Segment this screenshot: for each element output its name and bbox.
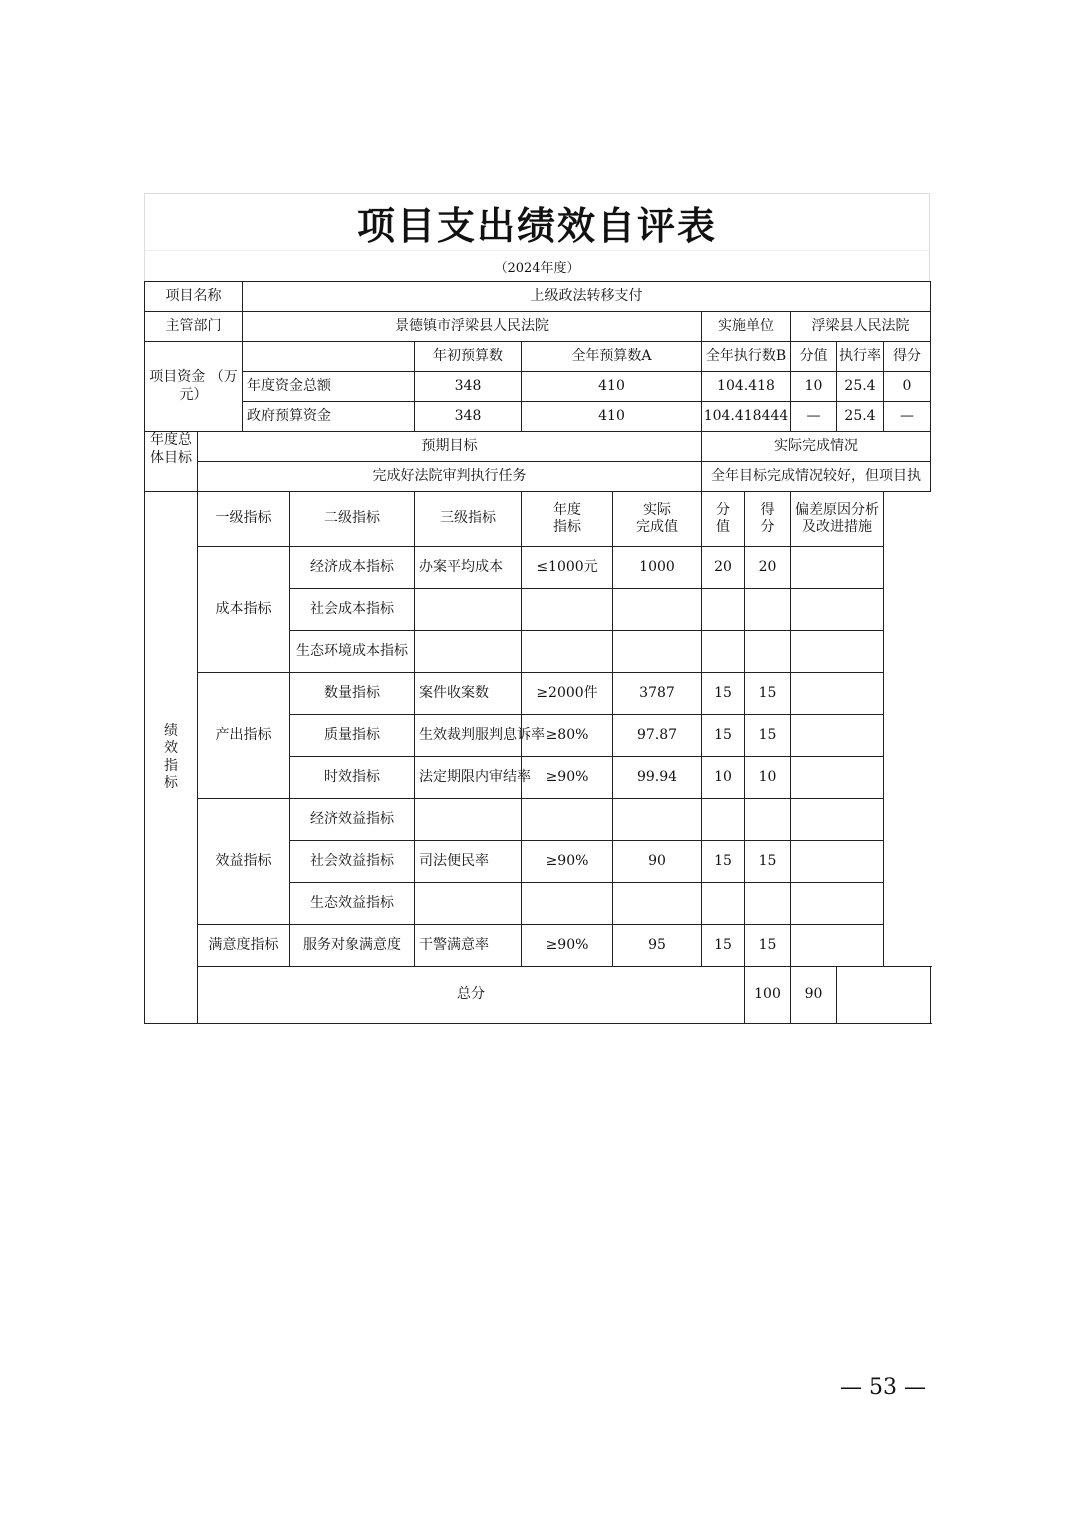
actual-cell: 90 [613,841,702,883]
level2-cell: 经济效益指标 [290,799,415,841]
exec-rate-header: 执行率 [837,342,884,372]
level2-cell: 社会效益指标 [290,841,415,883]
level3-cell: 生效裁判服判息诉率 [415,715,522,757]
impl-unit-value: 浮梁县人民法院 [791,312,931,342]
actual-cell [613,589,702,631]
deviation-cell [791,715,884,757]
total-exec: 104.418 [702,372,791,402]
value-cell: 15 [702,673,745,715]
level3-header: 三级指标 [415,492,522,547]
funds-total-row [145,372,931,402]
actual-cell: 95 [613,925,702,967]
score-cell: 10 [745,757,791,799]
level3-cell: 司法便民率 [415,841,522,883]
actual-cell [613,799,702,841]
level2-cell: 质量指标 [290,715,415,757]
page-number: — 53 — [840,1375,926,1400]
target-cell: ≥90% [522,841,613,883]
expected-goal-value: 完成好法院审判执行任务 [198,462,702,492]
target-cell [522,883,613,925]
score-cell [745,631,791,673]
annual-target-header: 年度 指标 [522,492,613,547]
gov-budget-label: 政府预算资金 [243,402,415,432]
actual-completion-value: 全年目标完成情况较好，但项目执 [702,462,931,492]
actual-cell: 97.87 [613,715,702,757]
level2-cell: 时效指标 [290,757,415,799]
level3-cell: 干警满意率 [415,925,522,967]
initial-budget-header: 年初预算数 [415,342,522,372]
actual-completion-header: 实际完成情况 [702,432,931,462]
level3-cell: 办案平均成本 [415,547,522,589]
total-value: 10 [791,372,837,402]
level2-cell: 社会成本指标 [290,589,415,631]
total-value-cell: 100 [745,967,791,1024]
expected-goal-header: 预期目标 [198,432,702,462]
target-cell: ≥90% [522,925,613,967]
total-blank-cell [837,967,931,1024]
deviation-cell [791,631,884,673]
score-cell: 15 [745,673,791,715]
score-header: 得分 [884,342,931,372]
funds-label: 项目资金 （万元） [145,342,243,432]
total-score: 0 [884,372,931,402]
evaluation-table [144,281,931,1024]
target-cell: ≥80% [522,715,613,757]
value-cell: 15 [702,841,745,883]
project-name-value: 上级政法转移支付 [243,282,931,312]
level3-cell [415,799,522,841]
level1-cell: 成本指标 [198,547,290,673]
self-evaluation-form [144,193,930,1024]
total-annual: 410 [522,372,702,402]
annual-exec-header: 全年执行数B [702,342,791,372]
score-cell: 15 [745,925,791,967]
score-cell [745,589,791,631]
value-cell: 20 [702,547,745,589]
value-cell [702,589,745,631]
level1-cell: 效益指标 [198,799,290,925]
total-rate: 25.4 [837,372,884,402]
perf-indicator-label: 绩效指标 [145,492,198,1024]
value-cell: 15 [702,715,745,757]
score-cell: 15 [745,841,791,883]
level1-header: 一级指标 [198,492,290,547]
gov-exec: 104.418444 [702,402,791,432]
score-cell: 20 [745,547,791,589]
gov-score: — [884,402,931,432]
dept-label: 主管部门 [145,312,243,342]
actual-value-header: 实际 完成值 [613,492,702,547]
target-cell [522,589,613,631]
actual-cell: 99.94 [613,757,702,799]
target-cell: ≤1000元 [522,547,613,589]
deviation-cell [791,925,884,967]
score-cell [745,799,791,841]
funds-header-row [145,342,931,372]
indicator-header-row [145,492,931,547]
target-cell [522,799,613,841]
total-score-cell: 90 [791,967,837,1024]
deviation-cell [791,547,884,589]
value-cell [702,883,745,925]
value-cell: 15 [702,925,745,967]
level2-cell: 服务对象满意度 [290,925,415,967]
level3-cell: 案件收案数 [415,673,522,715]
goal-header-row [145,432,931,462]
annual-goal-label: 年度总体目标 [145,432,198,492]
gov-value: — [791,402,837,432]
level2-cell: 经济成本指标 [290,547,415,589]
score-value-header: 分值 [791,342,837,372]
gov-annual: 410 [522,402,702,432]
deviation-cell [791,841,884,883]
level2-cell: 生态效益指标 [290,883,415,925]
actual-cell: 1000 [613,547,702,589]
table-row [145,547,931,589]
total-label: 总分 [198,967,745,1024]
fiscal-year: （2024年度） [494,260,580,276]
project-name-label: 项目名称 [145,282,243,312]
title-row [144,193,930,250]
annual-total-label: 年度资金总额 [243,372,415,402]
project-name-row [145,282,931,312]
year-row [144,250,930,281]
actual-cell: 3787 [613,673,702,715]
deviation-cell [791,673,884,715]
level3-cell [415,631,522,673]
score-cell [745,883,791,925]
value-cell [702,631,745,673]
level1-cell: 满意度指标 [198,925,290,967]
target-cell: ≥2000件 [522,673,613,715]
deviation-cell [791,883,884,925]
target-cell [522,631,613,673]
form-title: 项目支出绩效自评表 [356,202,717,248]
dept-value: 景德镇市浮梁县人民法院 [243,312,702,342]
level2-header: 二级指标 [290,492,415,547]
total-row [145,967,931,1024]
dept-row [145,312,931,342]
deviation-cell [791,589,884,631]
value-cell [702,799,745,841]
level2-cell: 数量指标 [290,673,415,715]
deviation-header: 偏差原因分析 及改进措施 [791,492,884,547]
funds-blank-header [243,342,415,372]
score-cell: 15 [745,715,791,757]
level3-cell [415,883,522,925]
total-initial: 348 [415,372,522,402]
gov-rate: 25.4 [837,402,884,432]
gov-initial: 348 [415,402,522,432]
table-row [145,799,931,841]
annual-budget-header: 全年预算数A [522,342,702,372]
impl-unit-label: 实施单位 [702,312,791,342]
value-cell: 10 [702,757,745,799]
score-value-v-header: 分 值 [702,492,745,547]
level3-cell: 法定期限内审结率 [415,757,522,799]
deviation-cell [791,799,884,841]
level3-cell [415,589,522,631]
actual-cell [613,631,702,673]
table-row [145,925,931,967]
deviation-cell [791,757,884,799]
score-v-header: 得 分 [745,492,791,547]
actual-cell [613,883,702,925]
table-row [145,673,931,715]
level1-cell: 产出指标 [198,673,290,799]
target-cell: ≥90% [522,757,613,799]
goal-content-row [145,462,931,492]
level2-cell: 生态环境成本指标 [290,631,415,673]
funds-gov-row [145,402,931,432]
